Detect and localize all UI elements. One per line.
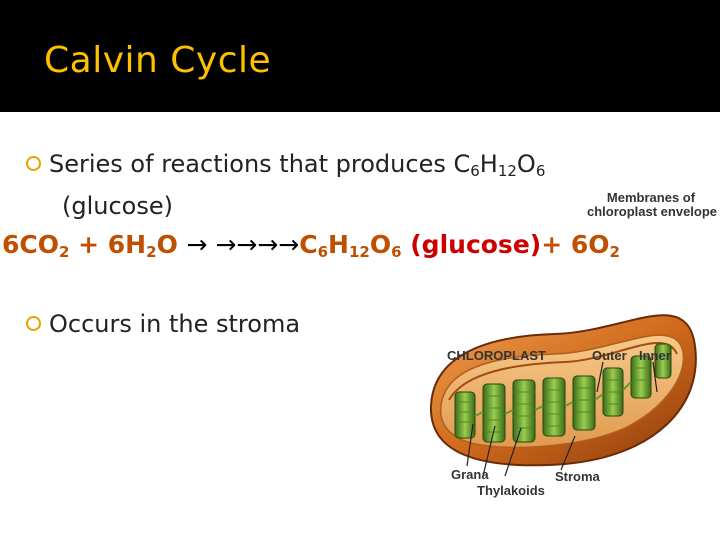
bullet-stroma xyxy=(26,310,300,338)
subscript: 2 xyxy=(59,243,70,261)
subscript: 12 xyxy=(348,243,370,261)
arrow-icon: → xyxy=(186,230,216,259)
formula-part: O xyxy=(516,150,536,178)
grana-label: Grana xyxy=(451,467,489,482)
subscript: 6 xyxy=(391,243,402,261)
bullet-glucose-continuation: (glucose) xyxy=(62,192,173,220)
subscript: 6 xyxy=(317,243,329,261)
inner-membrane-label: Inner xyxy=(639,348,671,363)
subscript: 6 xyxy=(535,162,546,180)
formula-part: C xyxy=(299,230,318,259)
chloroplast-label: CHLOROPLAST xyxy=(447,348,546,363)
subscript: 2 xyxy=(609,243,620,261)
subscript: 6 xyxy=(470,162,480,180)
formula-part: + 6H xyxy=(69,230,147,259)
thylakoids-label: Thylakoids xyxy=(477,483,545,498)
formula-part: (glucose) xyxy=(401,230,542,259)
membranes-label-line: chloroplast envelope xyxy=(587,204,718,219)
formula-part: H xyxy=(328,230,349,259)
formula-part: O xyxy=(369,230,392,259)
bullet-text: Series of reactions that produces C xyxy=(49,150,471,178)
formula-part: + 6O xyxy=(541,230,610,259)
bullet-text: Occurs in the stroma xyxy=(49,310,301,338)
outer-membrane-label: Outer xyxy=(592,348,627,363)
stroma-label: Stroma xyxy=(555,469,600,484)
bullet-glucose xyxy=(26,150,545,178)
subscript: 2 xyxy=(146,243,157,261)
membranes-label-line: Membranes of xyxy=(606,190,696,205)
arrow-icon: →→→→ xyxy=(215,230,300,259)
bullet-icon xyxy=(26,316,41,331)
membranes-label xyxy=(587,190,718,219)
slide-title: Calvin Cycle xyxy=(44,40,272,81)
formula-part: 6CO xyxy=(2,230,59,259)
subscript: 12 xyxy=(497,162,517,180)
title-bar xyxy=(0,0,720,112)
formula-part: H xyxy=(479,150,498,178)
chloroplast-diagram xyxy=(425,190,718,526)
formula-part: O xyxy=(156,230,187,259)
bullet-icon xyxy=(26,156,41,171)
